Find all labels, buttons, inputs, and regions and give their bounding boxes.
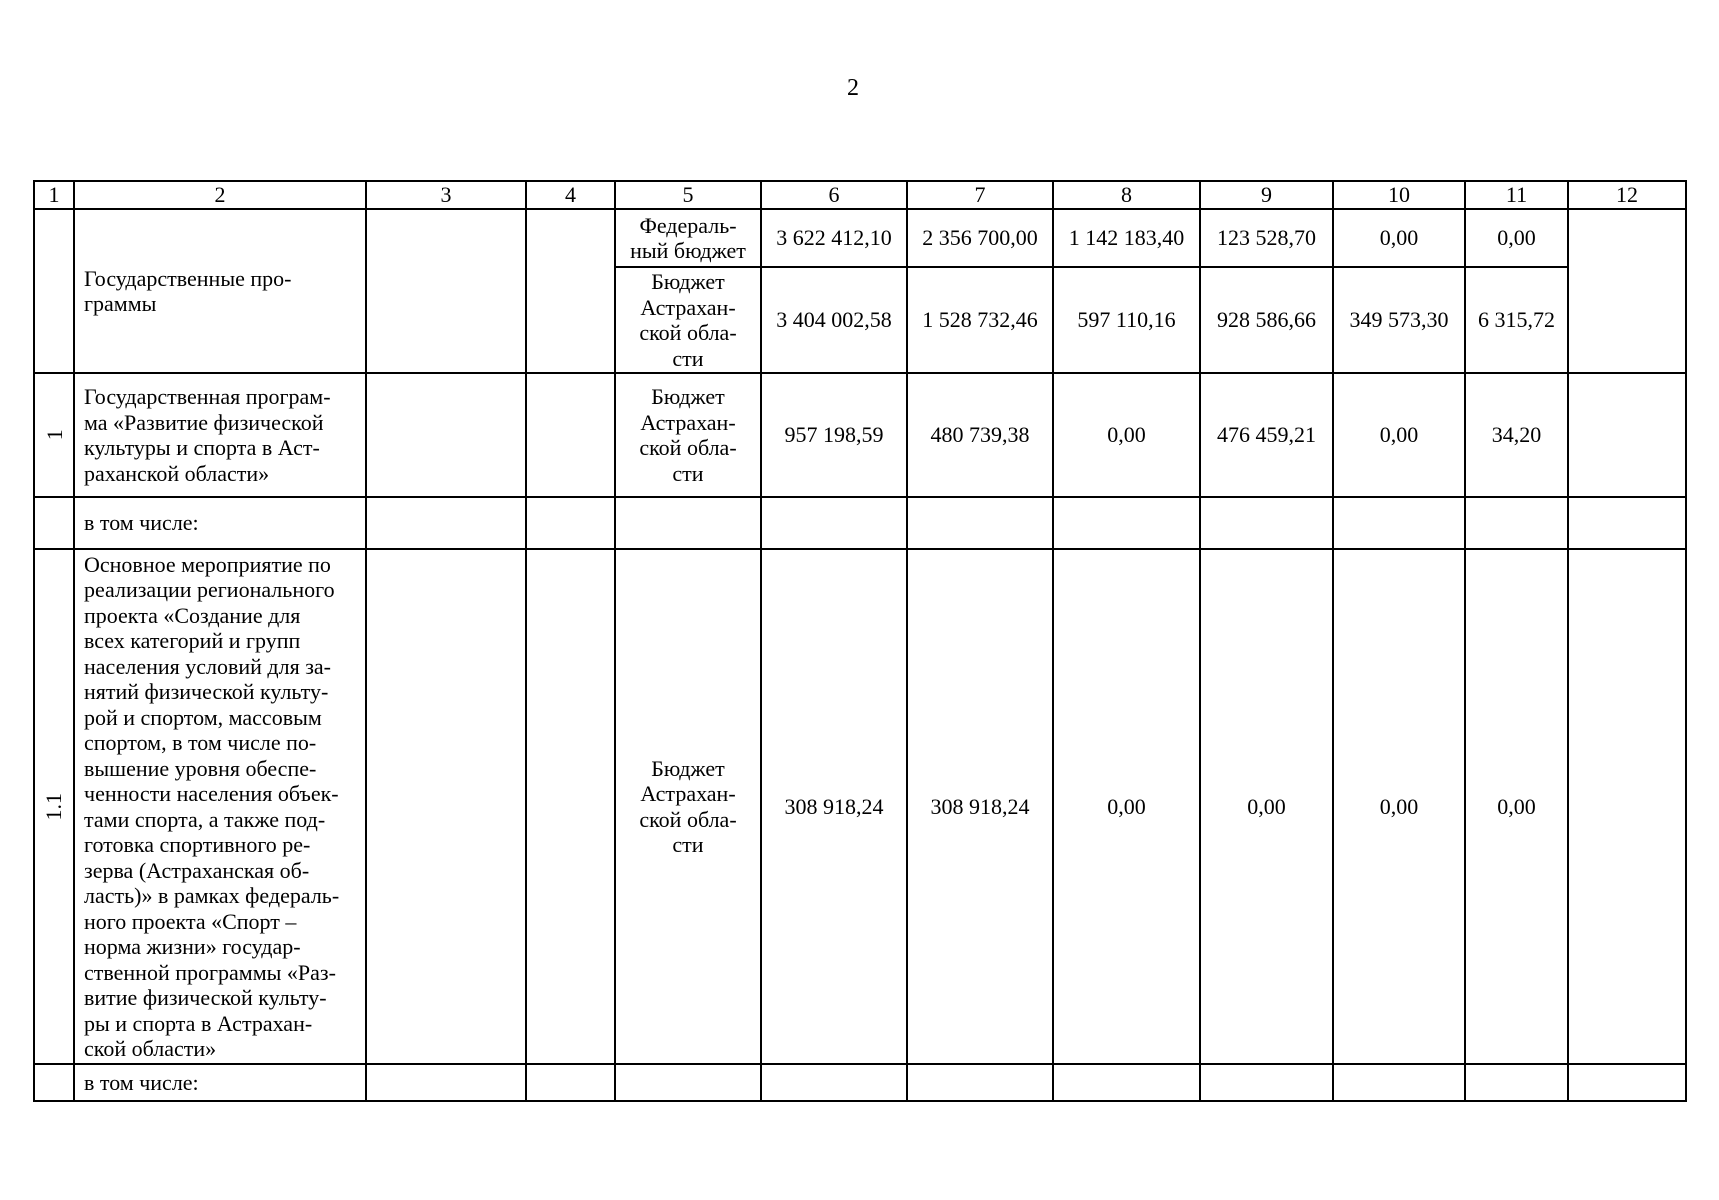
funding-source-line: Астрахан-	[640, 409, 736, 435]
row-title-line: Государственная програм-	[84, 384, 331, 409]
amount-cell: 1 142 183,40	[1053, 209, 1200, 267]
column-12-cell	[1568, 497, 1686, 549]
amount-cell: 6 315,72	[1465, 267, 1568, 373]
amount-cell	[907, 1064, 1053, 1101]
government-programs-federal-row	[34, 209, 1686, 267]
row-number: 1.1	[41, 792, 67, 821]
column-number: 2	[74, 181, 366, 209]
row-title-cell	[74, 209, 366, 373]
funding-source-line: Бюджет	[651, 384, 725, 409]
main-activity-row	[34, 549, 1686, 1064]
column-12-cell	[1568, 373, 1686, 497]
funding-source-line: сти	[672, 832, 704, 857]
row-title-line: зерва (Астраханская об-	[84, 857, 310, 883]
funding-source-line: ный бюджет	[630, 238, 746, 263]
program-row	[34, 373, 1686, 497]
row-title-line: ченности населения объек-	[84, 781, 339, 806]
row-number-cell	[34, 549, 74, 1064]
row-title-line: ма «Развитие физической	[84, 409, 324, 435]
funding-source-cell	[615, 209, 761, 267]
column-number: 11	[1465, 181, 1568, 209]
amount-cell	[1200, 1064, 1333, 1101]
column-number: 7	[907, 181, 1053, 209]
funding-source-line: Астрахан-	[640, 294, 736, 320]
row-title-line: граммы	[84, 291, 157, 316]
amount-cell: 0,00	[1465, 549, 1568, 1064]
amount-cell: 957 198,59	[761, 373, 907, 497]
column-3-cell	[366, 1064, 526, 1101]
row-title-cell	[74, 373, 366, 497]
column-4-cell	[526, 373, 615, 497]
row-title-line: тами спорта, а также под-	[84, 806, 326, 832]
including-label: в том числе:	[84, 510, 199, 536]
amount-cell	[1465, 497, 1568, 549]
row-title-line: Государственные про-	[84, 265, 292, 291]
column-12-cell	[1568, 1064, 1686, 1101]
column-4-cell	[526, 1064, 615, 1101]
funding-source-line: сти	[672, 345, 704, 371]
column-number: 5	[615, 181, 761, 209]
amount-cell: 34,20	[1465, 373, 1568, 497]
amount-cell: 308 918,24	[907, 549, 1053, 1064]
amount-cell: 0,00	[1053, 549, 1200, 1064]
row-title-line: реализации регионального	[84, 577, 335, 602]
row-title-line: готовка спортивного ре-	[84, 832, 311, 857]
column-12-cell	[1568, 209, 1686, 373]
column-number: 9	[1200, 181, 1333, 209]
column-12-cell	[1568, 549, 1686, 1064]
amount-cell: 2 356 700,00	[907, 209, 1053, 267]
row-title-line: спортом, в том числе по-	[84, 730, 317, 755]
row-title-line: всех категорий и групп	[84, 628, 301, 653]
including-row	[34, 497, 1686, 549]
funding-source-line: сти	[672, 460, 704, 486]
funding-source-line: Бюджет	[651, 269, 725, 294]
funding-source-cell	[615, 373, 761, 497]
row-title-line: ры и спорта в Астрахан-	[84, 1010, 313, 1036]
funding-source-line: Бюджет	[651, 755, 725, 781]
amount-cell: 0,00	[1333, 373, 1465, 497]
row-title-cell	[74, 1064, 366, 1101]
row-title-line: ской области»	[84, 1036, 217, 1061]
amount-cell	[1053, 1064, 1200, 1101]
amount-cell	[1465, 1064, 1568, 1101]
column-number-row	[34, 181, 1686, 209]
row-title-line: проекта «Создание для	[84, 602, 301, 628]
funding-source-line: ской обла-	[639, 435, 737, 460]
amount-cell: 597 110,16	[1053, 267, 1200, 373]
row-title-cell	[74, 549, 366, 1064]
row-title-cell	[74, 497, 366, 549]
amount-cell: 3 404 002,58	[761, 267, 907, 373]
funding-source-line: Астрахан-	[640, 781, 736, 806]
column-3-cell	[366, 209, 526, 373]
column-number: 4	[526, 181, 615, 209]
column-number: 12	[1568, 181, 1686, 209]
amount-cell	[907, 497, 1053, 549]
amount-cell: 0,00	[1333, 209, 1465, 267]
row-title-line: нятий физической культу-	[84, 679, 329, 704]
amount-cell: 0,00	[1053, 373, 1200, 497]
column-number: 10	[1333, 181, 1465, 209]
including-label: в том числе:	[84, 1069, 199, 1095]
amount-cell	[1333, 1064, 1465, 1101]
budget-table	[33, 180, 1687, 1102]
column-3-cell	[366, 373, 526, 497]
row-number-cell	[34, 209, 74, 373]
row-title-line: норма жизни» государ-	[84, 934, 301, 959]
row-title-line: населения условий для за-	[84, 653, 331, 679]
amount-cell: 1 528 732,46	[907, 267, 1053, 373]
amount-cell: 3 622 412,10	[761, 209, 907, 267]
funding-source-line: ской обла-	[639, 806, 737, 832]
row-title-line: Основное мероприятие по	[84, 551, 331, 577]
amount-cell	[1053, 497, 1200, 549]
row-title-line: рой и спортом, массовым	[84, 704, 322, 730]
amount-cell: 0,00	[1333, 549, 1465, 1064]
row-number-cell	[34, 1064, 74, 1101]
amount-cell: 476 459,21	[1200, 373, 1333, 497]
row-title-line: ласть)» в рамках федераль-	[84, 883, 340, 908]
amount-cell: 480 739,38	[907, 373, 1053, 497]
funding-source-cell	[615, 267, 761, 373]
amount-cell: 928 586,66	[1200, 267, 1333, 373]
amount-cell	[1333, 497, 1465, 549]
funding-source-cell	[615, 1064, 761, 1101]
column-3-cell	[366, 497, 526, 549]
row-number: 1	[41, 429, 67, 441]
amount-cell	[1200, 497, 1333, 549]
column-4-cell	[526, 209, 615, 373]
page-number: 2	[847, 75, 859, 101]
column-number: 3	[366, 181, 526, 209]
amount-cell: 349 573,30	[1333, 267, 1465, 373]
row-title-line: вышение уровня обеспе-	[84, 755, 317, 781]
column-number: 8	[1053, 181, 1200, 209]
amount-cell: 308 918,24	[761, 549, 907, 1064]
funding-source-line: ской обла-	[639, 320, 737, 345]
column-number: 1	[34, 181, 74, 209]
row-title-line: культуры и спорта в Аст-	[84, 435, 320, 460]
row-title-line: витие физической культу-	[84, 985, 327, 1010]
row-number-cell	[34, 497, 74, 549]
column-4-cell	[526, 497, 615, 549]
amount-cell: 0,00	[1465, 209, 1568, 267]
funding-source-cell	[615, 549, 761, 1064]
amount-cell	[761, 1064, 907, 1101]
including-row	[34, 1064, 1686, 1101]
amount-cell: 123 528,70	[1200, 209, 1333, 267]
row-number-cell	[34, 373, 74, 497]
column-3-cell	[366, 549, 526, 1064]
row-title-line: раханской области»	[84, 460, 270, 486]
column-4-cell	[526, 549, 615, 1064]
funding-source-cell	[615, 497, 761, 549]
amount-cell	[761, 497, 907, 549]
amount-cell: 0,00	[1200, 549, 1333, 1064]
funding-source-line: Федераль-	[639, 212, 737, 238]
row-title-line: ного проекта «Спорт –	[84, 908, 297, 934]
row-title-line: ственной программы «Раз-	[84, 959, 336, 985]
column-number: 6	[761, 181, 907, 209]
